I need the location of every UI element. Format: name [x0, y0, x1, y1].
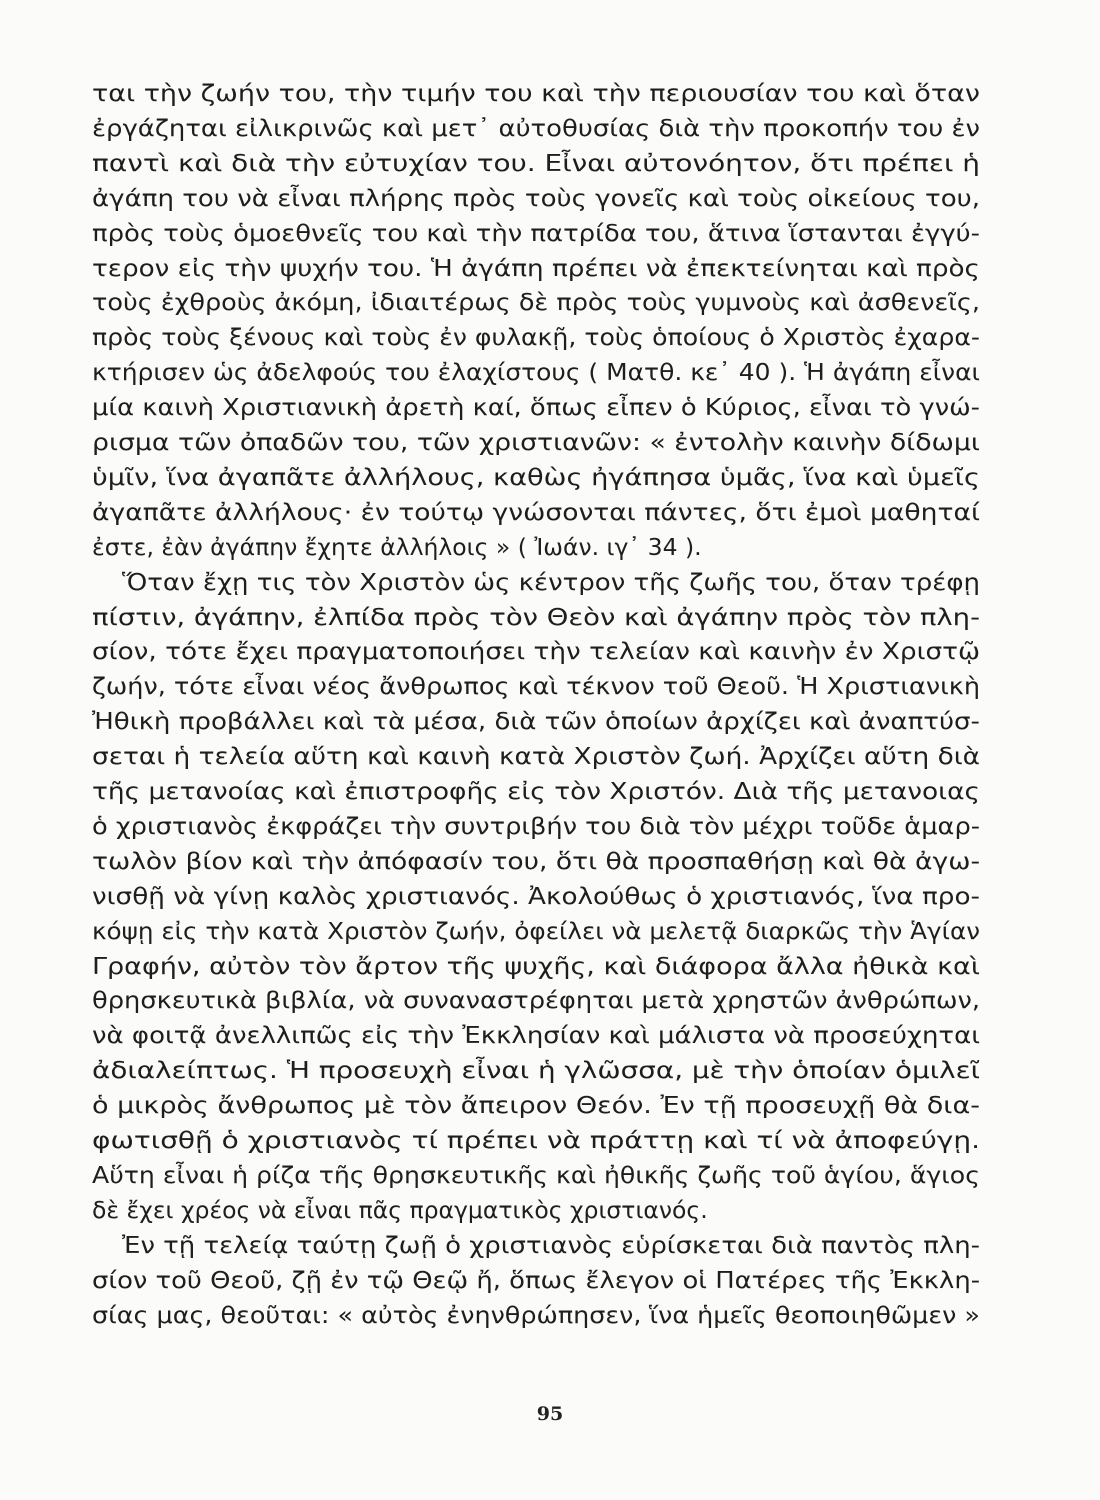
text-line: ται τὴν ζωήν του, τὴν τιμήν του καὶ τὴν περιουσίαν του καὶ ὅταν	[92, 79, 980, 107]
text-line: τοὺς ἐχθροὺς ἀκόμη, ἰδιαιτέρως δὲ πρὸς τοὺς γυμνοὺς καὶ ἀσθενεῖς,	[92, 288, 980, 317]
text-line-paragraph-end: ἐστε, ἐὰν ἀγάπην ἔχητε ἀλλήλοις » ( Ἰωάν. ιγ᾽ 34 ).	[92, 532, 702, 561]
text-line: ὁ χριστιανὸς ἐκφράζει τὴν συντριβήν του διὰ τὸν μέχρι τοῦδε ἁμαρ-	[92, 811, 981, 840]
text-line: κόψῃ εἰς τὴν κατὰ Χριστὸν ζωήν, ὀφείλει νὰ μελετᾷ διαρκῶς τὴν Ἁγίαν	[92, 916, 980, 945]
text-line: κτήρισεν ὡς ἀδελφούς του ἐλαχίστους ( Ματθ. κε᾽ 40 ). Ἡ ἀγάπη εἶναι	[92, 358, 980, 387]
text-line: ὁ μικρὸς ἄνθρωπος μὲ τὸν ἄπειρον Θεόν. Ἐν τῇ προσευχῇ θὰ δια-	[92, 1091, 981, 1120]
text-line: ἀγαπᾶτε ἀλλήλους· ἐν τούτῳ γνώσονται πάντες, ὅτι ἐμοὶ μαθηταί	[92, 497, 980, 526]
text-line: ἐργάζηται εἰλικρινῶς καὶ μετ᾽ αὐτοθυσίας διὰ τὴν προκοπήν του ἐν	[92, 113, 980, 142]
text-line: φωτισθῇ ὁ χριστιανὸς τί πρέπει νὰ πράττῃ καὶ τί νὰ ἀποφεύγῃ.	[92, 1126, 980, 1154]
text-line: ζωήν, τότε εἶναι νέος ἄνθρωπος καὶ τέκνον τοῦ Θεοῦ. Ἡ Χριστιανικὴ	[92, 672, 981, 701]
text-line: θρησκευτικὰ βιβλία, νὰ συναναστρέφηται μετὰ χρηστῶν ἀνθρώπων,	[92, 986, 981, 1015]
text-line: Γραφήν, αὐτὸν τὸν ἄρτον τῆς ψυχῆς, καὶ διάφορα ἄλλα ἠθικὰ καὶ	[92, 951, 980, 980]
text-line: σίας μας, θεοῦται: « αὐτὸς ἐνηνθρώπησεν, ἵνα ἡμεῖς θεοποιηθῶμεν »	[92, 1300, 980, 1329]
text-line: νισθῇ νὰ γίνῃ καλὸς χριστιανός. Ἀκολούθως ὁ χριστιανός, ἵνα προ-	[92, 881, 980, 910]
text-line-paragraph-start: Ὅταν ἔχῃ τις τὸν Χριστὸν ὡς κέντρον τῆς ζωῆς του, ὅταν τρέφῃ	[122, 567, 981, 596]
text-line: τῆς μετανοίας καὶ ἐπιστροφῆς εἰς τὸν Χριστόν. Διὰ τῆς μετανοιας	[92, 777, 981, 805]
text-line: ρισμα τῶν ὀπαδῶν του, τῶν χριστιανῶν: « ἐντολὴν καινὴν δίδωμι	[92, 428, 980, 456]
text-line: σίον, τότε ἔχει πραγματοποιήσει τὴν τελείαν καὶ καινὴν ἐν Χριστῷ	[92, 637, 981, 666]
text-line: πίστιν, ἀγάπην, ἐλπίδα πρὸς τὸν Θεὸν καὶ ἀγάπην πρὸς τὸν πλη-	[92, 602, 981, 631]
page-number: 95	[536, 1403, 564, 1425]
text-line: σεται ἡ τελεία αὕτη καὶ καινὴ κατὰ Χριστὸν ζωή. Ἀρχίζει αὕτη διὰ	[92, 742, 981, 771]
text-line: πρὸς τοὺς ξένους καὶ τοὺς ἐν φυλακῇ, τοὺς ὁποίους ὁ Χριστὸς ἐχαρα-	[92, 323, 981, 352]
text-line: μία καινὴ Χριστιανικὴ ἀρετὴ καί, ὅπως εἶπεν ὁ Κύριος, εἶναι τὸ γνώ-	[92, 393, 980, 422]
text-line: Αὕτη εἶναι ἡ ρίζα τῆς θρησκευτικῆς καὶ ἠθικῆς ζωῆς τοῦ ἁγίου, ἅγιος	[92, 1160, 980, 1189]
text-line: παντὶ καὶ διὰ τὴν εὐτυχίαν του. Εἶναι αὐτονόητον, ὅτι πρέπει ἡ	[92, 148, 980, 177]
text-line: πρὸς τοὺς ὁμοεθνεῖς του καὶ τὴν πατρίδα του, ἅτινα ἵστανται ἐγγύ-	[92, 218, 980, 247]
text-line: Ἠθικὴ προβάλλει καὶ τὰ μέσα, διὰ τῶν ὁποίων ἀρχίζει καὶ ἀναπτύσ-	[92, 707, 980, 736]
text-line: τωλὸν βίον καὶ τὴν ἀπόφασίν του, ὅτι θὰ προσπαθήσῃ καὶ θὰ ἀγω-	[92, 846, 981, 875]
text-line-paragraph-end: δὲ ἔχει χρέος νὰ εἶναι πᾶς πραγματικὸς χριστιανός.	[92, 1195, 708, 1224]
text-line: ἀδιαλείπτως. Ἡ προσευχὴ εἶναι ἡ γλῶσσα, μὲ τὴν ὁποίαν ὁμιλεῖ	[92, 1056, 981, 1085]
text-line: σίον τοῦ Θεοῦ, ζῇ ἐν τῷ Θεῷ ἤ, ὅπως ἔλεγον οἱ Πατέρες τῆς Ἐκκλη-	[92, 1265, 981, 1294]
text-line: νὰ φοιτᾷ ἀνελλιπῶς εἰς τὴν Ἐκκλησίαν καὶ μάλιστα νὰ προσεύχηται	[92, 1021, 981, 1050]
text-line: ὑμῖν, ἵνα ἀγαπᾶτε ἀλλήλους, καθὼς ἠγάπησα ὑμᾶς, ἵνα καὶ ὑμεῖς	[92, 462, 980, 491]
text-line: τερον εἰς τὴν ψυχήν του. Ἡ ἀγάπη πρέπει νὰ ἐπεκτείνηται καὶ πρὸς	[92, 253, 980, 282]
text-line-paragraph-start: Ἐν τῇ τελείᾳ ταύτῃ ζωῇ ὁ χριστιανὸς εὑρίσκεται διὰ παντὸς πλη-	[122, 1230, 981, 1259]
text-line: ἀγάπη του νὰ εἶναι πλήρης πρὸς τοὺς γονεῖς καὶ τοὺς οἰκείους του,	[92, 183, 981, 212]
